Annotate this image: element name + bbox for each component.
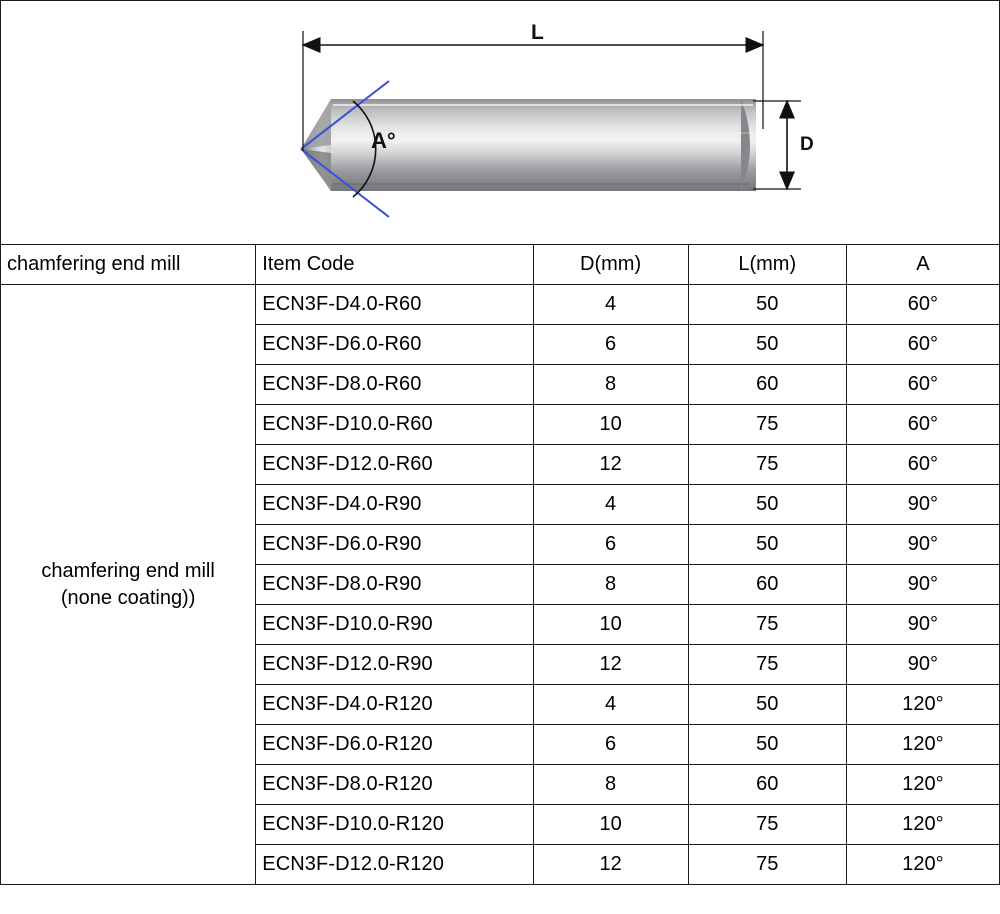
cell-angle: 120° xyxy=(846,685,999,725)
cell-diameter: 8 xyxy=(533,765,688,805)
cell-length: 50 xyxy=(688,485,846,525)
cell-length: 50 xyxy=(688,285,846,325)
cell-angle: 60° xyxy=(846,405,999,445)
group-label-cell xyxy=(1,285,256,885)
header-diameter: D(mm) xyxy=(533,245,688,285)
specification-table xyxy=(0,244,1000,885)
cell-item-code: ECN3F-D4.0-R90 xyxy=(256,485,533,525)
cell-diameter: 6 xyxy=(533,525,688,565)
table-body xyxy=(1,285,1000,885)
cell-length: 60 xyxy=(688,565,846,605)
cell-length: 50 xyxy=(688,325,846,365)
cell-diameter: 10 xyxy=(533,405,688,445)
cell-length: 60 xyxy=(688,365,846,405)
cell-item-code: ECN3F-D10.0-R90 xyxy=(256,605,533,645)
cell-angle: 90° xyxy=(846,485,999,525)
cell-length: 50 xyxy=(688,525,846,565)
cell-diameter: 4 xyxy=(533,285,688,325)
cell-item-code: ECN3F-D12.0-R90 xyxy=(256,645,533,685)
cell-angle: 60° xyxy=(846,365,999,405)
cell-angle: 90° xyxy=(846,565,999,605)
cell-diameter: 12 xyxy=(533,845,688,885)
cell-diameter: 4 xyxy=(533,685,688,725)
cell-angle: 60° xyxy=(846,325,999,365)
cell-length: 75 xyxy=(688,605,846,645)
cell-length: 50 xyxy=(688,685,846,725)
header-category: chamfering end mill xyxy=(1,245,256,285)
cell-item-code: ECN3F-D8.0-R90 xyxy=(256,565,533,605)
cell-item-code: ECN3F-D4.0-R120 xyxy=(256,685,533,725)
cell-diameter: 10 xyxy=(533,605,688,645)
cell-length: 50 xyxy=(688,725,846,765)
cell-length: 75 xyxy=(688,805,846,845)
length-dimension-label: L xyxy=(531,21,544,44)
cell-angle: 90° xyxy=(846,645,999,685)
group-label-line-2: (none coating)) xyxy=(60,586,196,609)
cell-angle: 90° xyxy=(846,605,999,645)
chamfer-tool-drawing xyxy=(1,1,1000,245)
cell-item-code: ECN3F-D10.0-R120 xyxy=(256,805,533,845)
cell-length: 75 xyxy=(688,845,846,885)
cell-length: 75 xyxy=(688,445,846,485)
table-header-row xyxy=(1,245,1000,285)
cell-diameter: 6 xyxy=(533,725,688,765)
tool-diagram xyxy=(0,0,1000,244)
cell-angle: 120° xyxy=(846,805,999,845)
cell-angle: 120° xyxy=(846,845,999,885)
cell-angle: 60° xyxy=(846,285,999,325)
cell-length: 75 xyxy=(688,645,846,685)
cell-diameter: 12 xyxy=(533,445,688,485)
cell-diameter: 10 xyxy=(533,805,688,845)
cell-item-code: ECN3F-D6.0-R90 xyxy=(256,525,533,565)
header-angle: A xyxy=(846,245,999,285)
cell-diameter: 8 xyxy=(533,565,688,605)
cell-item-code: ECN3F-D6.0-R60 xyxy=(256,325,533,365)
cell-angle: 90° xyxy=(846,525,999,565)
table-row xyxy=(1,285,1000,325)
group-label-line-1: chamfering end mill xyxy=(41,559,215,582)
diameter-dimension-label: D xyxy=(800,134,814,155)
cell-diameter: 4 xyxy=(533,485,688,525)
cell-item-code: ECN3F-D8.0-R60 xyxy=(256,365,533,405)
cell-item-code: ECN3F-D4.0-R60 xyxy=(256,285,533,325)
cell-diameter: 8 xyxy=(533,365,688,405)
cell-angle: 120° xyxy=(846,765,999,805)
cell-item-code: ECN3F-D8.0-R120 xyxy=(256,765,533,805)
cell-length: 60 xyxy=(688,765,846,805)
cell-diameter: 6 xyxy=(533,325,688,365)
cell-angle: 60° xyxy=(846,445,999,485)
cell-item-code: ECN3F-D12.0-R60 xyxy=(256,445,533,485)
angle-dimension-label: A° xyxy=(371,128,396,153)
cell-item-code: ECN3F-D12.0-R120 xyxy=(256,845,533,885)
header-length: L(mm) xyxy=(688,245,846,285)
cell-item-code: ECN3F-D6.0-R120 xyxy=(256,725,533,765)
cell-angle: 120° xyxy=(846,725,999,765)
cell-item-code: ECN3F-D10.0-R60 xyxy=(256,405,533,445)
header-item-code: Item Code xyxy=(256,245,533,285)
cell-diameter: 12 xyxy=(533,645,688,685)
cell-length: 75 xyxy=(688,405,846,445)
